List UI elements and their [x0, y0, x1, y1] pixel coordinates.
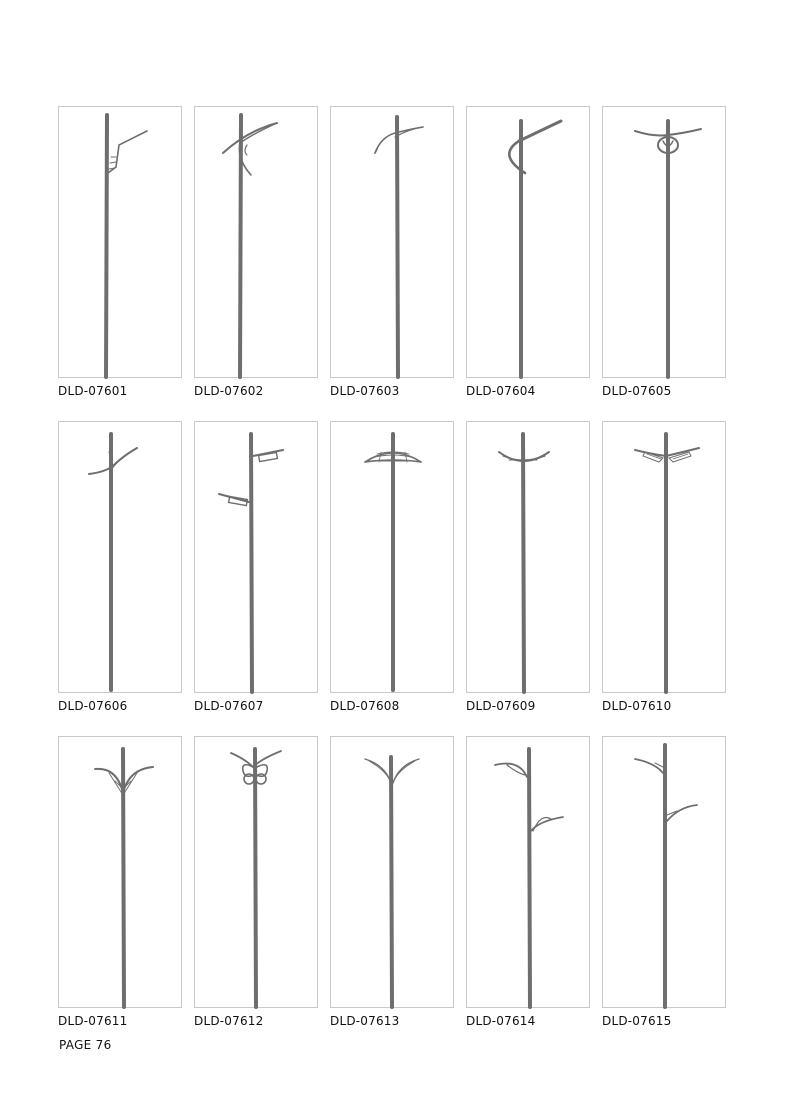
product-code: DLD-07608: [330, 699, 400, 713]
product-card: [466, 106, 590, 398]
staggered-leaf-pole-icon: [467, 737, 591, 1009]
product-card: [602, 106, 726, 398]
product-card: [466, 421, 590, 713]
product-card: [602, 421, 726, 713]
page-number: PAGE 76: [59, 1038, 112, 1052]
hook-arm-pole-icon: [331, 107, 455, 379]
single-arm-curved-pole-icon: [59, 107, 183, 379]
product-card: [602, 736, 726, 1028]
v-wing-pole-icon: [331, 737, 455, 1009]
product-frame: [194, 106, 318, 378]
product-code: DLD-07609: [466, 699, 536, 713]
product-code: DLD-07612: [194, 1014, 264, 1028]
product-frame: [602, 106, 726, 378]
product-frame: [58, 736, 182, 1008]
lotus-arm-pole-icon: [59, 737, 183, 1009]
product-card: [194, 421, 318, 713]
product-code: DLD-07603: [330, 384, 400, 398]
product-frame: [466, 736, 590, 1008]
product-frame: [194, 736, 318, 1008]
product-card: [58, 106, 182, 398]
twin-panel-pole-icon: [603, 422, 727, 694]
sweep-arm-pole-icon: [59, 422, 183, 694]
product-code: DLD-07605: [602, 384, 672, 398]
product-card: [466, 736, 590, 1028]
product-card: [194, 736, 318, 1028]
product-card: [194, 106, 318, 398]
product-code: DLD-07611: [58, 1014, 128, 1028]
product-frame: [330, 736, 454, 1008]
product-frame: [602, 736, 726, 1008]
product-code: DLD-07602: [194, 384, 264, 398]
product-card: [58, 421, 182, 713]
product-frame: [330, 421, 454, 693]
product-code: DLD-07606: [58, 699, 128, 713]
product-code: DLD-07610: [602, 699, 672, 713]
product-card: [330, 421, 454, 713]
product-frame: [58, 421, 182, 693]
product-frame: [194, 421, 318, 693]
product-code: DLD-07613: [330, 1014, 400, 1028]
product-frame: [466, 421, 590, 693]
product-card: [330, 736, 454, 1028]
crescent-arm-pole-icon: [195, 107, 319, 379]
product-frame: [58, 106, 182, 378]
product-frame: [330, 106, 454, 378]
product-code: DLD-07614: [466, 1014, 536, 1028]
product-card: [58, 736, 182, 1028]
bowl-canopy-pole-icon: [467, 422, 591, 694]
product-code: DLD-07615: [602, 1014, 672, 1028]
two-level-panel-pole-icon: [195, 422, 319, 694]
product-code: DLD-07607: [194, 699, 264, 713]
dome-canopy-pole-icon: [331, 422, 455, 694]
product-code: DLD-07604: [466, 384, 536, 398]
double-arm-ring-pole-icon: [603, 107, 727, 379]
product-frame: [602, 421, 726, 693]
product-frame: [466, 106, 590, 378]
product-code: DLD-07601: [58, 384, 128, 398]
product-card: [330, 106, 454, 398]
scroll-ornament-pole-icon: [195, 737, 319, 1009]
c-bracket-arm-pole-icon: [467, 107, 591, 379]
staggered-blade-pole-icon: [603, 737, 727, 1009]
